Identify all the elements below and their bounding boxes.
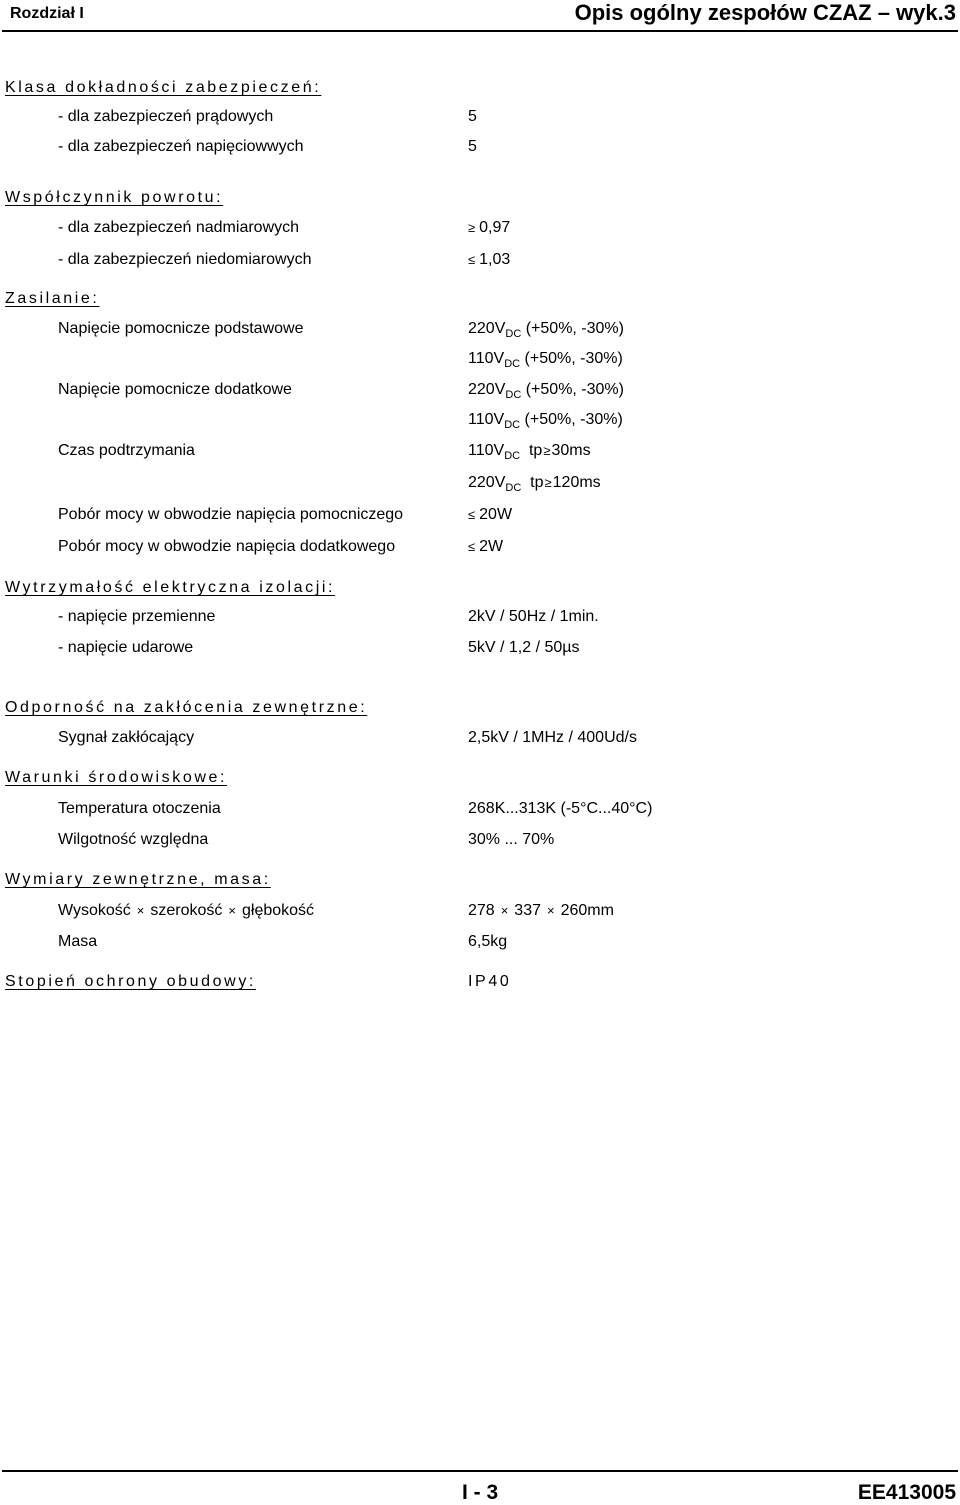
mass-value: 6,5kg — [468, 933, 508, 950]
immunity-signal-value: 2,5kV / 1MHz / 400Ud/s — [468, 729, 637, 746]
supply-hold-v2 — [468, 474, 601, 494]
header-divider — [2, 30, 958, 32]
supply-basic-label: Napięcie pomocnicze podstawowe — [58, 320, 304, 337]
insulation-ac-label: - napięcie przemienne — [58, 608, 216, 625]
accuracy-current-label: - dla zabezpieczeń prądowych — [58, 108, 274, 125]
width-label: szerokość — [150, 902, 223, 919]
less-equal-icon: ≤ — [468, 252, 476, 267]
depth-value: 260mm — [560, 902, 614, 919]
return-under-value — [468, 251, 510, 269]
return-under-number: 1,03 — [479, 251, 511, 268]
voltage-value: 220V — [468, 474, 506, 491]
supply-power-extra-value — [468, 538, 503, 556]
environment-humidity-value: 30% ... 70% — [468, 831, 555, 848]
tp-label: tp — [530, 474, 544, 491]
section-immunity-heading: Odporność na zakłócenia zewnętrzne: — [5, 699, 368, 716]
section-dimensions-heading: Wymiary zewnętrzne, masa: — [5, 871, 271, 888]
page-number: I - 3 — [462, 1481, 499, 1504]
return-over-value — [468, 219, 510, 237]
voltage-value: 110V — [468, 442, 505, 459]
dc-subscript: DC — [504, 419, 521, 431]
supply-hold-label: Czas podtrzymania — [58, 442, 195, 459]
mass-label: Masa — [58, 933, 98, 950]
power-value: 2W — [479, 538, 504, 555]
dc-subscript: DC — [504, 450, 521, 462]
environment-humidity-label: Wilgotność względna — [58, 831, 209, 848]
tolerance: (+50%, -30%) — [524, 350, 623, 367]
accuracy-voltage-label: - dla zabezpieczeń napięciowwych — [58, 138, 304, 155]
tolerance: (+50%, -30%) — [525, 381, 624, 398]
supply-power-aux-label: Pobór mocy w obwodzie napięcia pomocniczego — [58, 506, 404, 523]
height-value: 278 — [468, 902, 495, 919]
times-icon: × — [136, 903, 145, 918]
width-value: 337 — [514, 902, 541, 919]
protection-value: IP40 — [468, 973, 512, 990]
voltage-value: 220V — [468, 381, 506, 398]
height-label: Wysokość — [58, 902, 131, 919]
power-value: 20W — [479, 506, 513, 523]
supply-extra-label: Napięcie pomocnicze dodatkowe — [58, 381, 292, 398]
hold-time: 120ms — [552, 474, 601, 491]
return-under-label: - dla zabezpieczeń niedomiarowych — [58, 251, 312, 268]
dimensions-label — [58, 902, 314, 920]
supply-power-extra-label: Pobór mocy w obwodzie napięcia dodatkowego — [58, 538, 396, 555]
environment-temp-value: 268K...313K (-5°C...40°C) — [468, 800, 653, 817]
tolerance: (+50%, -30%) — [524, 411, 623, 428]
supply-basic-v2 — [468, 350, 623, 370]
return-over-number: 0,97 — [479, 219, 511, 236]
footer-divider — [2, 1470, 958, 1472]
supply-hold-v1 — [468, 442, 591, 462]
voltage-value: 220V — [468, 320, 506, 337]
section-environment-heading: Warunki środowiskowe: — [5, 769, 228, 786]
insulation-surge-value: 5kV / 1,2 / 50µs — [468, 639, 580, 656]
less-equal-icon: ≤ — [468, 507, 476, 522]
tp-label: tp — [528, 442, 543, 459]
chapter-label: Rozdział I — [10, 5, 84, 22]
section-protection-heading: Stopień ochrony obudowy: — [5, 973, 256, 990]
greater-equal-icon: ≥ — [543, 443, 551, 458]
times-icon: × — [547, 903, 555, 918]
greater-equal-icon: ≥ — [468, 220, 476, 235]
insulation-surge-label: - napięcie udarowe — [58, 639, 194, 656]
insulation-ac-value: 2kV / 50Hz / 1min. — [468, 608, 599, 625]
voltage-value: 110V — [468, 411, 505, 428]
times-icon: × — [500, 903, 509, 918]
dimensions-value — [468, 902, 614, 920]
dc-subscript: DC — [505, 482, 522, 494]
accuracy-current-value: 5 — [468, 108, 477, 125]
document-code: EE413005 — [857, 1481, 956, 1504]
section-supply-heading: Zasilanie: — [5, 290, 100, 307]
dc-subscript: DC — [505, 328, 522, 340]
supply-power-aux-value — [468, 506, 512, 524]
dc-subscript: DC — [505, 389, 522, 401]
section-accuracy-heading: Klasa dokładności zabezpieczeń: — [5, 79, 322, 96]
dc-subscript: DC — [504, 358, 521, 370]
immunity-signal-label: Sygnał zakłócający — [58, 729, 195, 746]
times-icon: × — [228, 903, 236, 918]
environment-temp-label: Temperatura otoczenia — [58, 800, 221, 817]
greater-equal-icon: ≥ — [544, 475, 552, 490]
voltage-value: 110V — [468, 350, 505, 367]
tolerance: (+50%, -30%) — [525, 320, 624, 337]
accuracy-voltage-value: 5 — [468, 138, 477, 155]
section-return-ratio-heading: Współczynnik powrotu: — [5, 189, 224, 206]
depth-label: głębokość — [241, 902, 315, 919]
page-title: Opis ogólny zespołów CZAZ – wyk.3 — [574, 0, 956, 25]
hold-time: 30ms — [551, 442, 591, 459]
supply-extra-v1 — [468, 381, 624, 401]
less-equal-icon: ≤ — [468, 539, 476, 554]
supply-extra-v2 — [468, 411, 623, 431]
section-insulation-heading: Wytrzymałość elektryczna izolacji: — [5, 579, 336, 596]
supply-basic-v1 — [468, 320, 624, 340]
return-over-label: - dla zabezpieczeń nadmiarowych — [58, 219, 300, 236]
